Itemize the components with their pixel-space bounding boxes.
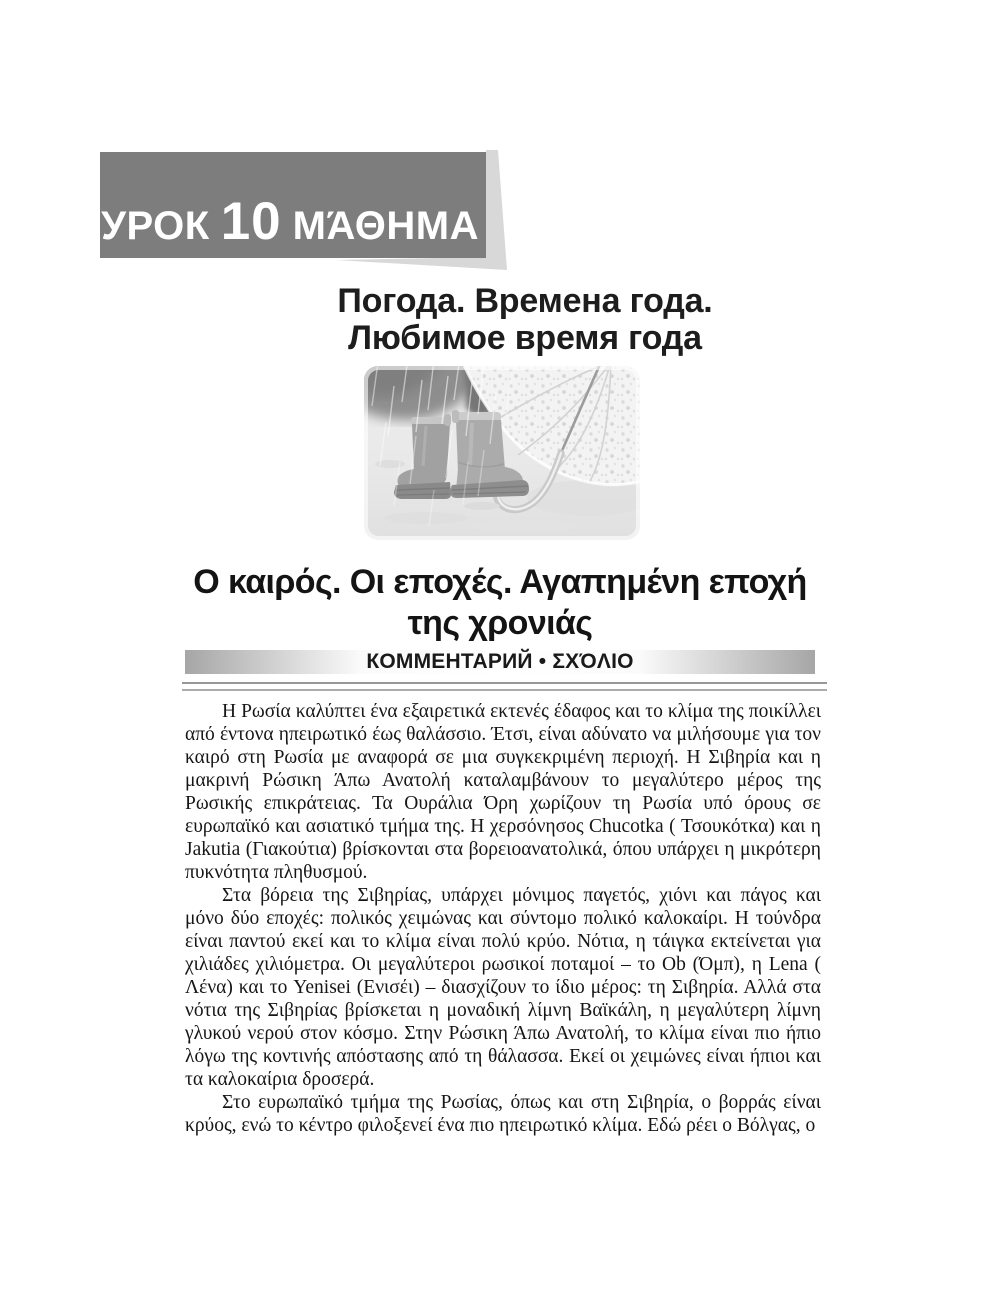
paragraph-2: Στα βόρεια της Σιβηρίας, υπάρχει μόνιμος παγετός, χιόνι και πάγος και μόνο δύο εποχές: πολικός χειμώνας και σύντομο πολικό καλοκαίρι. Η τούνδρα είναι παντού εκεί και το κλίμα είναι πολύ κρύο. Νότια, η τάιγκα εκτείνεται για χιλιάδες χιλιόμετρα. Οι μεγαλύτεροι ρωσικοί ποταμοί – το Ob (Όμπ), η Lena ( Λένα) και το Yenisei (Ενισέι) – διασχίζουν το ίδιο μέρος: τη Σιβηρία. Αλλά στα νότια της Σιβηρίας βρίσκεται η μοναδική λίμνη Βαϊκάλη, η μεγαλύτερη λίμνη γλυκού νερού στον κόσμο. Στην Ρώσικη Άπω Ανατολή, το κλίμα είναι πιο ήπιο λόγω της κοντινής απόστασης από τη θάλασσα. Εκεί οι χειμώνες είναι ήπιοι και τα καλοκαίρια δροσερά. (185, 885, 821, 1090)
russian-title (0, 283, 1000, 357)
paragraph-3: Στο ευρωπαϊκό τμήμα της Ρωσίας, όπως και στη Σιβηρία, ο βορράς είναι κρύος, ενώ το κέντρο φιλοξενεί ένα πιο ηπειρωτικό κλίμα. Εδώ ρέει ο Βόλγας, ο (185, 1092, 821, 1136)
comment-banner (185, 650, 815, 674)
lesson-number: 10 (220, 192, 282, 251)
greek-title-line1: Ο καιρός. Οι εποχές. Αγαπημένη εποχή (193, 563, 807, 601)
paragraph-1: Η Ρωσία καλύπτει ένα εξαιρετικά εκτενές έδαφος και το κλίμα της ποικίλλει από έντονα ηπειρωτικό έως θαλάσσιο. Έτσι, είναι αδύνατο να μιλήσουμε για τον καιρό στη Ρωσία με αναφορά σε μια συγκεκριμένη περιοχή. Η Σιβηρία και η μακρινή Ρώσικη Άπω Ανατολή καταλαμβάνουν το μεγαλύτερο μέρος της Ρωσικής επικράτειας. Τα Ουράλια Όρη χωρίζουν τη Ρωσία υπό όρους σε ευρωπαϊκό και ασιατικό τμήμα της. Η χερσόνησος Chucotka ( Τσουκότκα) και η Jakutia (Γιακούτια) βρίσκονται στα βορειοανατολικά, όπου υπάρχει η μικρότερη πυκνότητα πληθυσμού. (185, 701, 821, 883)
lesson-header-text (101, 192, 479, 251)
comment-banner-label: КОММЕНТАРИЙ • ΣΧΌΛΙΟ (366, 650, 634, 673)
lesson-word-russian: УРОК (101, 204, 210, 248)
russian-title-line2: Любимое время года (348, 319, 702, 357)
section-divider (182, 682, 827, 691)
greek-title (0, 562, 1000, 644)
greek-title-line2: της χρονιάς (407, 604, 593, 642)
body-text (185, 700, 821, 1137)
russian-title-line1: Погода. Времена года. (337, 282, 713, 320)
rain-photo-illustration (364, 366, 640, 540)
lesson-header-banner (100, 152, 486, 258)
rain-photo (364, 366, 640, 540)
lesson-word-greek: ΜΆΘΗΜΑ (292, 204, 479, 248)
